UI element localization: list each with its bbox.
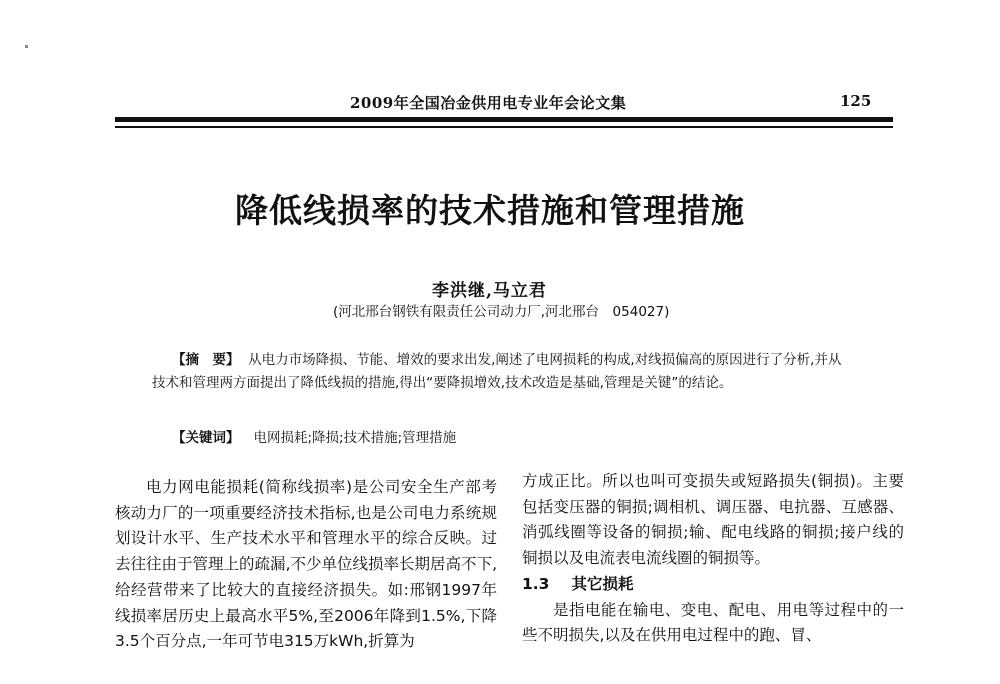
article-title: 降低线损率的技术措施和管理措施 [235,191,745,230]
scan-speck [25,45,28,48]
article-authors: 李洪继,马立君 [432,281,547,301]
keywords-label: 【关键词】 [172,430,240,446]
header-rule-thick [115,117,893,122]
running-head: 2009年全国冶金供用电专业年会论文集 [350,94,627,112]
body-paragraph: 方成正比。所以也叫可变损失或短路损失(铜损)。主要包括变压器的铜损;调相机、调压器、电抗器、互感器、消弧线圈等设备的铜损;输、配电线路的铜损;接户线的铜损以及电流表电流线圈的铜损等。 [522,472,904,568]
body-paragraph: 电力网电能损耗(简称线损率)是公司安全生产部考核动力厂的一项重要经济技术指标,也是公司电力系统规划设计水平、生产技术水平和管理水平的综合反映。过去往往由于管理上的疏漏,不少单位线损率长期居高不下,给经营带来了比较大的直接经济损失。如:邢钢1997年线损率居历史上最高水平5%,至2006年降到1.5%,下降3.5个百分点,一年可节电315万kWh,折算为 [115,478,497,651]
section-number: 1.3 [522,574,550,593]
body-left-column [115,475,497,655]
body-right-column [522,469,904,649]
section-heading [522,572,904,598]
abstract [152,349,852,395]
abstract-label: 【摘 要】 [172,352,240,368]
keywords-text: 电网损耗;降损;技术措施;管理措施 [253,430,457,446]
keywords [172,426,456,446]
body-paragraph: 是指电能在输电、变电、配电、用电等过程中的一些不明损失,以及在供用电过程中的跑、冒、 [522,600,904,645]
article-affiliation: (河北邢台钢铁有限责任公司动力厂,河北邢台 054027) [333,304,670,320]
abstract-text: 从电力市场降损、节能、增效的要求出发,阐述了电网损耗的构成,对线损偏高的原因进行了分析,并从技术和管理两方面提出了降低线损的措施,得出“要降损增效,技术改造是基础,管理是关键”的结论。 [152,352,842,391]
header-rule-thin [115,126,893,128]
page-number: 125 [840,92,872,110]
section-title: 其它损耗 [571,574,634,593]
